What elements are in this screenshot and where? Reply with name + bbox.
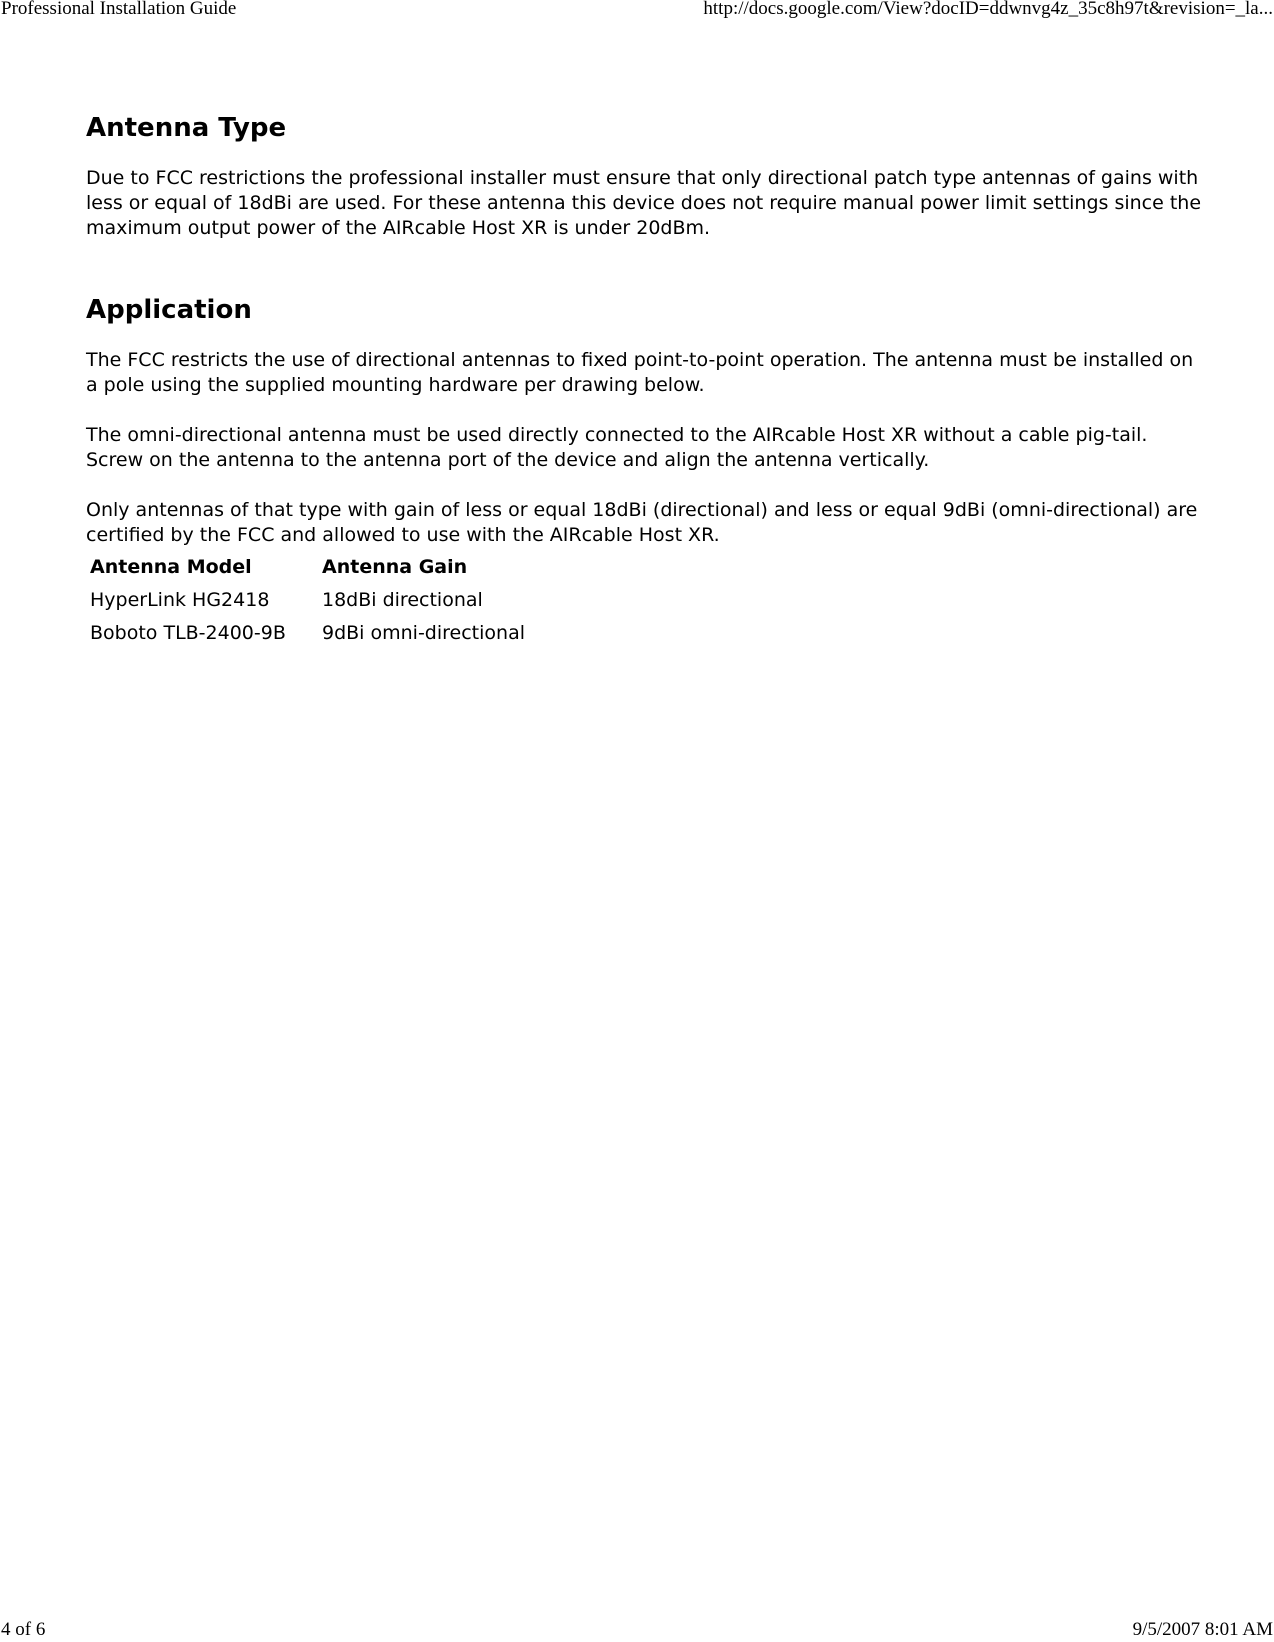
document-url: http://docs.google.com/View?docID=ddwnvg4z_35c8h97t&revision=_la...: [703, 0, 1273, 19]
cell-gain: 18dBi directional: [322, 589, 483, 611]
page-number: 4 of 6: [1, 1619, 46, 1640]
heading-application: Application: [86, 295, 252, 325]
document-body: [86, 112, 1206, 651]
application-paragraph-2: The omni-directional antenna must be used directly connected to the AIRcable Host XR without a cable pig-tail. Screw on the antenna to the antenna port of the device and align the antenna vertically.: [86, 424, 1148, 471]
print-datetime: 9/5/2007 8:01 AM: [1132, 1619, 1273, 1640]
antenna-type-paragraph: Due to FCC restrictions the professional installer must ensure that only directional patch type antennas of gains with less or equal of 18dBi are used. For these antenna this device does not require manual power limit settings since the maximum output power of the AIRcable Host XR is under 20dBm.: [86, 167, 1202, 239]
application-paragraph-3: Only antennas of that type with gain of less or equal 18dBi (directional) and less or equal 9dBi (omni-directional) are certified by the FCC and allowed to use with the AIRcable Host XR.: [86, 499, 1198, 546]
cell-model: HyperLink HG2418: [90, 589, 270, 611]
heading-antenna-type: Antenna Type: [86, 113, 287, 143]
header-antenna-model: Antenna Model: [90, 556, 252, 578]
section-antenna-type: [86, 112, 1206, 241]
application-paragraph-1: The FCC restricts the use of directional antennas to fixed point-to-point operation. The antenna must be installed on a pole using the supplied mounting hardware per drawing below.: [86, 349, 1194, 396]
cell-gain: 9dBi omni-directional: [322, 622, 525, 644]
header-antenna-gain: Antenna Gain: [322, 556, 468, 578]
cell-model: Boboto TLB-2400-9B: [90, 622, 286, 644]
table-row: [88, 618, 527, 649]
document-title: Professional Installation Guide: [1, 0, 237, 19]
table-header-row: [88, 552, 527, 583]
antenna-gain-table: [86, 550, 529, 651]
section-application: [86, 294, 1206, 651]
table-row: [88, 585, 527, 616]
